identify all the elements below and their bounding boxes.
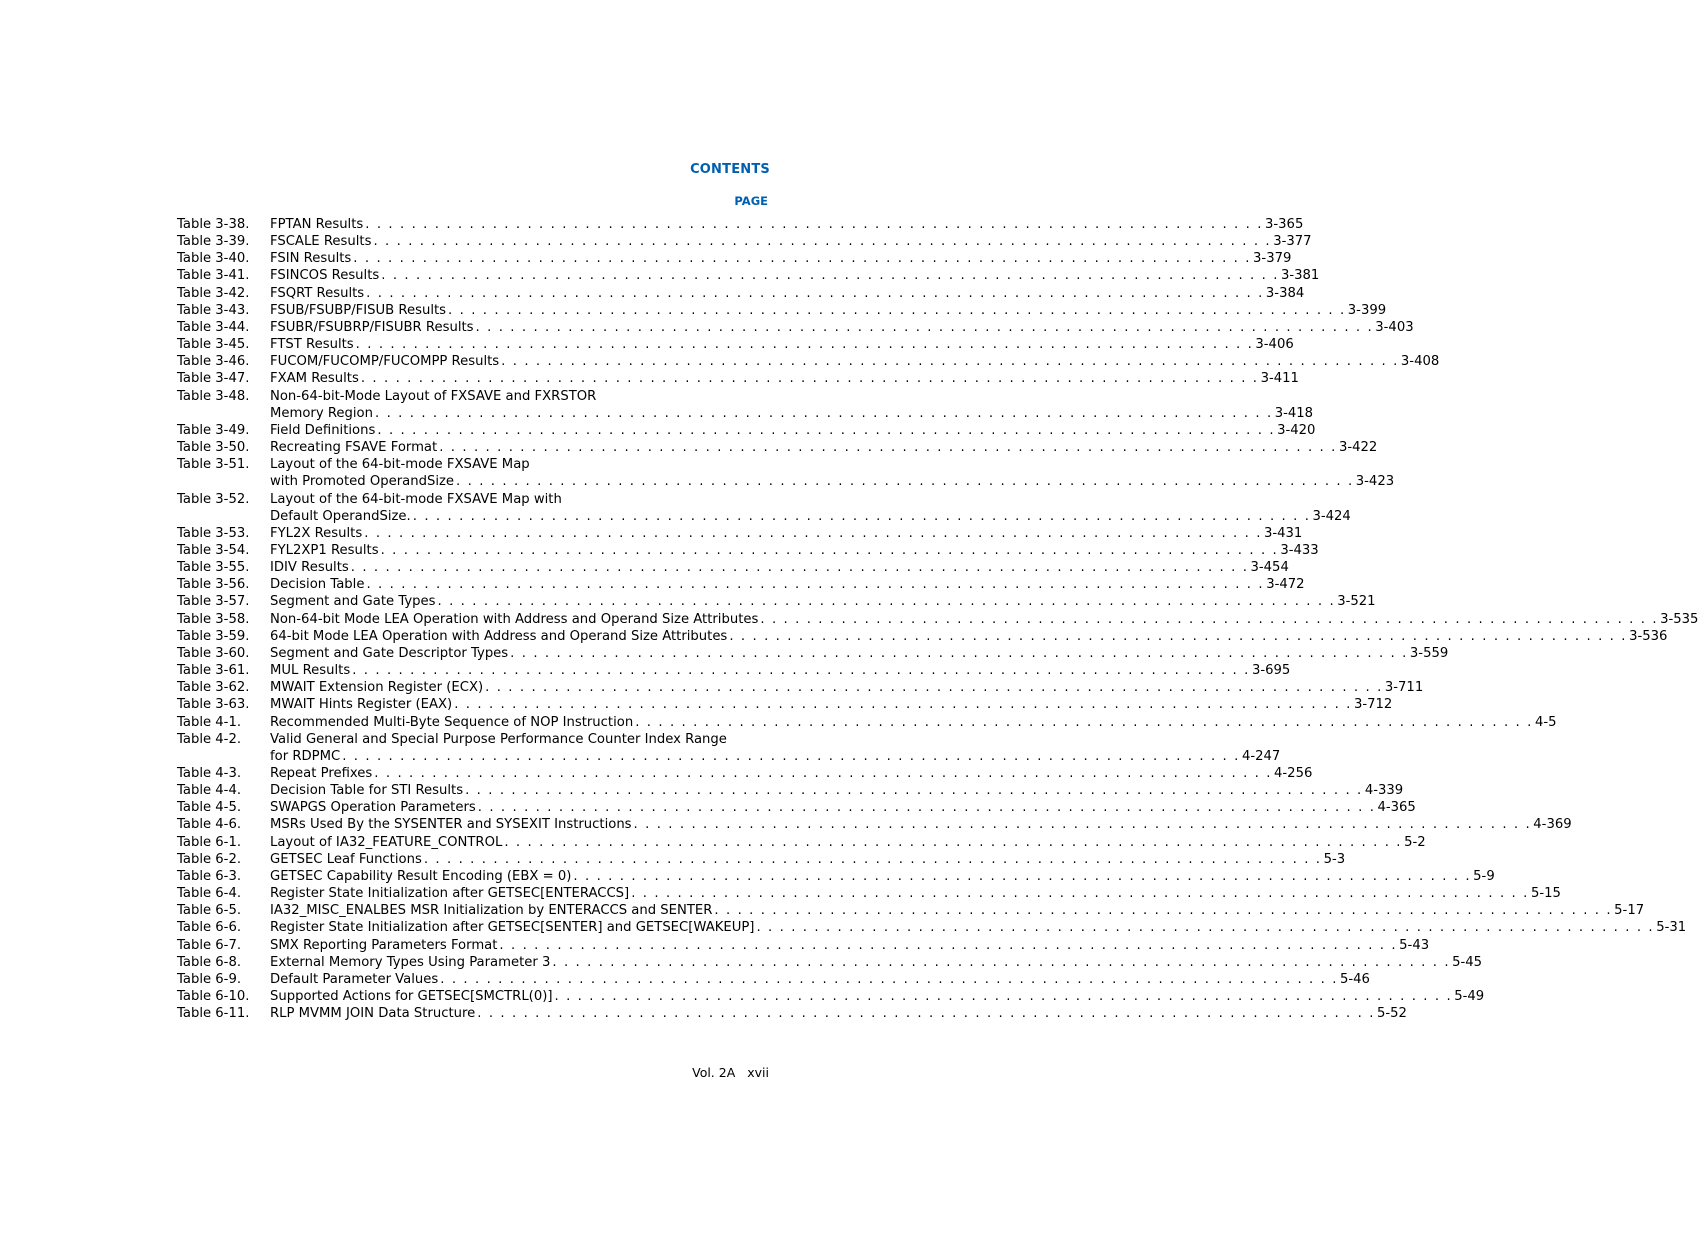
toc-entry[interactable] bbox=[177, 439, 1378, 456]
dot-leader: . . . . . . . . . . . . . . . . . . . . . . . . . . . . . . . . . . . . . . . . . . . . . . . . . . . . . . . . . . . . . . . . . . . . . . . . . . . . . . bbox=[504, 834, 1403, 850]
toc-entry-title: GETSEC Leaf Functions bbox=[270, 851, 422, 867]
dot-leader: . . . . . . . . . . . . . . . . . . . . . . . . . . . . . . . . . . . . . . . . . . . . . . . . . . . . . . . . . . . . . . . . . . . . . . . . . . . . . . bbox=[499, 937, 1398, 953]
toc-entry-title-line: Valid General and Special Purpose Performance Counter Index Range bbox=[270, 731, 727, 747]
toc-entry-page: 3-559 bbox=[1409, 645, 1449, 661]
toc-entry-row bbox=[270, 954, 1483, 971]
toc-entry-row bbox=[270, 662, 1291, 679]
dot-leader: . . . . . . . . . . . . . . . . . . . . . . . . . . . . . . . . . . . . . . . . . . . . . . . . . . . . . . . . . . . . . . . . . . . . . . . . . . . . . . bbox=[412, 508, 1311, 524]
toc-entry-row bbox=[270, 679, 1424, 696]
toc-entry-row bbox=[270, 302, 1387, 319]
toc-entry-number: Table 6-2. bbox=[177, 851, 242, 867]
toc-entry-row bbox=[270, 593, 1376, 610]
toc-entry-title: 64-bit Mode LEA Operation with Address and Operand Size Attributes bbox=[270, 628, 728, 644]
toc-entry-row bbox=[270, 336, 1294, 353]
toc-entry[interactable] bbox=[177, 679, 1424, 696]
toc-entry-page: 5-3 bbox=[1323, 851, 1346, 867]
toc-entry[interactable] bbox=[177, 388, 1314, 422]
toc-entry-title: RLP MVMM JOIN Data Structure bbox=[270, 1006, 476, 1022]
toc-entry-row bbox=[270, 868, 1495, 885]
dot-leader: . . . . . . . . . . . . . . . . . . . . . . . . . . . . . . . . . . . . . . . . . . . . . . . . . . . . . . . . . . . . . . . . . . . . . . . . . . . . . . bbox=[631, 886, 1529, 902]
toc-entry-number: Table 6-6. bbox=[177, 920, 242, 936]
page-footer bbox=[692, 1065, 769, 1080]
toc-entry[interactable] bbox=[177, 782, 1404, 799]
dot-leader: . . . . . . . . . . . . . . . . . . . . . . . . . . . . . . . . . . . . . . . . . . . . . . . . . . . . . . . . . . . . . . . . . . . . . . . . . . . . . . bbox=[380, 542, 1279, 558]
toc-entry-title: External Memory Types Using Parameter 3 bbox=[270, 954, 551, 970]
toc-entry-title: Default Parameter Values bbox=[270, 971, 439, 987]
toc-entry-page: 3-454 bbox=[1250, 560, 1289, 576]
toc-entry-title: MUL Results bbox=[270, 663, 351, 679]
toc-entry-title: MSRs Used By the SYSENTER and SYSEXIT Instructions bbox=[270, 817, 632, 833]
toc-entry-row bbox=[270, 919, 1687, 936]
toc-entry[interactable] bbox=[177, 1005, 1407, 1022]
toc-entry-title: FSUBR/FSUBRP/FISUBR Results bbox=[270, 319, 474, 335]
toc-entry-page: 3-411 bbox=[1260, 371, 1299, 387]
toc-entry-page: 3-423 bbox=[1355, 474, 1395, 490]
toc-entry-page: 3-365 bbox=[1265, 217, 1304, 232]
dot-leader: . . . . . . . . . . . . . . . . . . . . . . . . . . . . . . . . . . . . . . . . . . . . . . . . . . . . . . . . . . . . . . . . . . . . . . . . . . . . . . bbox=[477, 800, 1376, 816]
toc-entry-title: FSIN Results bbox=[270, 251, 352, 267]
dot-leader: . . . . . . . . . . . . . . . . . . . . . . . . . . . . . . . . . . . . . . . . . . . . . . . . . . . . . . . . . . . . . . . . . . . . . . . . . . . . . . bbox=[353, 251, 1252, 267]
dot-leader: . . . . . . . . . . . . . . . . . . . . . . . . . . . . . . . . . . . . . . . . . . . . . . . . . . . . . . . . . . . . . . . . . . . . . . . . . . . . . . bbox=[366, 285, 1264, 301]
dot-leader: . . . . . . . . . . . . . . . . . . . . . . . . . . . . . . . . . . . . . . . . . . . . . . . . . . . . . . . . . . . . . . . . . . . . . . . . . . . . . . bbox=[760, 611, 1659, 627]
toc-entry-title: FTST Results bbox=[270, 337, 354, 353]
toc-entry-number: Table 3-43. bbox=[177, 302, 250, 318]
toc-entry[interactable] bbox=[177, 714, 1557, 731]
toc-entry-row bbox=[270, 902, 1645, 919]
toc-entry-number: Table 3-54. bbox=[177, 542, 250, 558]
toc-entry-row bbox=[270, 988, 1485, 1005]
toc-entry-title: FUCOM/FUCOMP/FUCOMPP Results bbox=[270, 354, 500, 370]
toc-entry[interactable] bbox=[177, 216, 1304, 233]
toc-entry-page: 5-9 bbox=[1473, 868, 1495, 884]
dot-leader: . . . . . . . . . . . . . . . . . . . . . . . . . . . . . . . . . . . . . . . . . . . . . . . . . . . . . . . . . . . . . . . . . . . . . . . . . . . . . . bbox=[374, 405, 1273, 421]
toc-entry-page: 4-247 bbox=[1241, 748, 1281, 764]
toc-entry-page: 5-2 bbox=[1404, 834, 1426, 850]
toc-entry[interactable] bbox=[177, 456, 1395, 490]
toc-entry-title: FSUB/FSUBP/FISUB Results bbox=[270, 302, 447, 318]
dot-leader: . . . . . . . . . . . . . . . . . . . . . . . . . . . . . . . . . . . . . . . . . . . . . . . . . . . . . . . . . . . . . . . . . . . . . . . . . . . . . . bbox=[501, 354, 1399, 370]
toc-entry-page: 5-49 bbox=[1454, 989, 1485, 1005]
dot-leader: . . . . . . . . . . . . . . . . . . . . . . . . . . . . . . . . . . . . . . . . . . . . . . . . . . . . . . . . . . . . . . . . . . . . . . . . . . . . . . bbox=[360, 371, 1259, 387]
toc-entry[interactable] bbox=[177, 971, 1370, 988]
toc-entry-title: IDIV Results bbox=[270, 560, 349, 576]
toc-entry-title: for RDPMC bbox=[270, 748, 341, 764]
toc-entry-title: Decision Table for STI Results bbox=[270, 783, 464, 799]
toc-entry-page: 3-406 bbox=[1255, 337, 1294, 353]
toc-entry[interactable] bbox=[177, 902, 1645, 919]
toc-entry-title: FSQRT Results bbox=[270, 285, 365, 301]
page-column-label: PAGE bbox=[734, 194, 768, 208]
toc-entry[interactable] bbox=[177, 851, 1346, 868]
toc-entry-page: 3-399 bbox=[1347, 302, 1387, 318]
toc-entry-page: 3-536 bbox=[1629, 628, 1668, 644]
toc-entry-number: Table 6-1. bbox=[177, 834, 242, 850]
toc-entry-number: Table 3-57. bbox=[177, 594, 250, 610]
dot-leader: . . . . . . . . . . . . . . . . . . . . . . . . . . . . . . . . . . . . . . . . . . . . . . . . . . . . . . . . . . . . . . . . . . . . . . . . . . . . . . bbox=[373, 234, 1272, 250]
toc-entry-page: 3-424 bbox=[1312, 508, 1351, 524]
dot-leader: . . . . . . . . . . . . . . . . . . . . . . . . . . . . . . . . . . . . . . . . . . . . . . . . . . . . . . . . . . . . . . . . . . . . . . . . . . . . . . bbox=[465, 783, 1363, 799]
dot-leader: . . . . . . . . . . . . . . . . . . . . . . . . . . . . . . . . . . . . . . . . . . . . . . . . . . . . . . . . . . . . . . . . . . . . . . . . . . . . . . bbox=[423, 851, 1322, 867]
toc-entry-number: Table 6-11. bbox=[177, 1006, 250, 1022]
toc-entry-title: FYL2XP1 Results bbox=[270, 542, 379, 558]
toc-entry-page: 3-712 bbox=[1353, 697, 1393, 713]
toc-entry-number: Table 3-51. bbox=[177, 457, 250, 473]
toc-entry-title: Non-64-bit Mode LEA Operation with Address and Operand Size Attributes bbox=[270, 611, 759, 627]
toc-entry-page: 4-5 bbox=[1534, 714, 1557, 730]
toc-entry[interactable] bbox=[177, 868, 1495, 885]
toc-entry-page: 3-408 bbox=[1400, 354, 1440, 370]
dot-leader: . . . . . . . . . . . . . . . . . . . . . . . . . . . . . . . . . . . . . . . . . . . . . . . . . . . . . . . . . . . . . . . . . . . . . . . . . . . . . . bbox=[510, 645, 1408, 661]
toc-entry-number: Table 3-44. bbox=[177, 319, 250, 335]
toc-entry-page: 4-339 bbox=[1364, 783, 1404, 799]
toc-entry-title: IA32_MISC_ENALBES MSR Initialization by ENTERACCS and SENTER bbox=[270, 903, 713, 919]
toc-entry-row bbox=[270, 645, 1449, 662]
toc-entry-number: Table 6-8. bbox=[177, 954, 242, 970]
toc-entry-row bbox=[270, 473, 1395, 490]
dot-leader: . . . . . . . . . . . . . . . . . . . . . . . . . . . . . . . . . . . . . . . . . . . . . . . . . . . . . . . . . . . . . . . . . . . . . . . . . . . . . . bbox=[477, 1006, 1375, 1022]
toc-entry-title: SWAPGS Operation Parameters bbox=[270, 800, 476, 816]
toc-entry[interactable] bbox=[177, 816, 1572, 833]
toc-entry-title: MWAIT Hints Register (EAX) bbox=[270, 697, 453, 713]
toc-entry-page: 3-711 bbox=[1384, 680, 1424, 696]
toc-entry-row bbox=[270, 422, 1316, 439]
toc-entry-title: Segment and Gate Descriptor Types bbox=[270, 645, 509, 661]
toc-entry-number: Table 3-59. bbox=[177, 628, 250, 644]
toc-entry-title: Recreating FSAVE Format bbox=[270, 440, 438, 456]
toc-entry-title: Recommended Multi-Byte Sequence of NOP Instruction bbox=[270, 714, 634, 730]
toc-entry-number: Table 3-56. bbox=[177, 577, 250, 593]
dot-leader: . . . . . . . . . . . . . . . . . . . . . . . . . . . . . . . . . . . . . . . . . . . . . . . . . . . . . . . . . . . . . . . . . . . . . . . . . . . . . . bbox=[366, 577, 1265, 593]
toc-entry-title: MWAIT Extension Register (ECX) bbox=[270, 680, 484, 696]
toc-entry[interactable] bbox=[177, 267, 1320, 284]
toc-entry-row bbox=[270, 1005, 1407, 1022]
toc-entry[interactable] bbox=[177, 353, 1440, 370]
toc-entry-row bbox=[270, 405, 1314, 422]
toc-entry-page: 3-535 bbox=[1660, 611, 1698, 627]
toc-entry-row bbox=[270, 611, 1698, 628]
toc-entry-page: 5-15 bbox=[1530, 886, 1561, 902]
toc-entry-number: Table 3-40. bbox=[177, 251, 250, 267]
toc-entry[interactable] bbox=[177, 834, 1426, 851]
toc-entry-title: Segment and Gate Types bbox=[270, 594, 436, 610]
toc-entry-title: Repeat Prefixes bbox=[270, 766, 373, 781]
dot-leader: . . . . . . . . . . . . . . . . . . . . . . . . . . . . . . . . . . . . . . . . . . . . . . . . . . . . . . . . . . . . . . . . . . . . . . . . . . . . . . bbox=[439, 440, 1337, 456]
dot-leader: . . . . . . . . . . . . . . . . . . . . . . . . . . . . . . . . . . . . . . . . . . . . . . . . . . . . . . . . . . . . . . . . . . . . . . . . . . . . . . bbox=[377, 422, 1276, 438]
toc-entry-row bbox=[270, 782, 1404, 799]
toc-entry-row bbox=[270, 851, 1346, 868]
dot-leader: . . . . . . . . . . . . . . . . . . . . . . . . . . . . . . . . . . . . . . . . . . . . . . . . . . . . . . . . . . . . . . . . . . . . . . . . . . . . . . bbox=[756, 920, 1655, 936]
dot-leader: . . . . . . . . . . . . . . . . . . . . . . . . . . . . . . . . . . . . . . . . . . . . . . . . . . . . . . . . . . . . . . . . . . . . . . . . . . . . . . bbox=[350, 560, 1249, 576]
toc-entry-page: 3-431 bbox=[1263, 525, 1303, 541]
toc-entry-page: 3-403 bbox=[1375, 319, 1414, 335]
toc-entry-row bbox=[270, 816, 1572, 833]
toc-entry-row bbox=[270, 508, 1351, 525]
toc-entry-page: 3-418 bbox=[1274, 405, 1314, 421]
dot-leader: . . . . . . . . . . . . . . . . . . . . . . . . . . . . . . . . . . . . . . . . . . . . . . . . . . . . . . . . . . . . . . . . . . . . . . . . . . . . . . bbox=[374, 766, 1273, 781]
toc-entry-title: GETSEC Capability Result Encoding (EBX = 0) bbox=[270, 868, 572, 884]
toc-entry-number: Table 4-5. bbox=[177, 800, 242, 816]
toc-entry-row bbox=[270, 885, 1561, 902]
toc-entry-page: 3-377 bbox=[1273, 234, 1312, 250]
toc-entry-number: Table 3-46. bbox=[177, 354, 250, 370]
toc-entry-row bbox=[270, 937, 1430, 954]
toc-entry-row bbox=[270, 233, 1312, 250]
toc-entry-number: Table 6-10. bbox=[177, 989, 250, 1005]
toc-entry-title: FPTAN Results bbox=[270, 217, 364, 232]
toc-entry[interactable] bbox=[177, 336, 1294, 353]
toc-entry-number: Table 3-60. bbox=[177, 645, 250, 661]
toc-entry-number: Table 3-53. bbox=[177, 525, 250, 541]
toc-entry-title-line: Layout of the 64-bit-mode FXSAVE Map bbox=[270, 457, 530, 473]
volume-label: Vol. 2A bbox=[692, 1065, 736, 1080]
toc-entry[interactable] bbox=[177, 525, 1303, 542]
toc-entry-number: Table 6-7. bbox=[177, 937, 242, 953]
toc-entry-number: Table 3-39. bbox=[177, 234, 250, 250]
toc-entry[interactable] bbox=[177, 628, 1668, 645]
toc-entry-title: with Promoted OperandSize bbox=[270, 474, 455, 490]
dot-leader: . . . . . . . . . . . . . . . . . . . . . . . . . . . . . . . . . . . . . . . . . . . . . . . . . . . . . . . . . . . . . . . . . . . . . . . . . . . . . . bbox=[635, 714, 1533, 730]
toc-entry-title: Layout of IA32_FEATURE_CONTROL bbox=[270, 834, 503, 850]
toc-entry[interactable] bbox=[177, 954, 1483, 971]
toc-entry-row bbox=[270, 216, 1304, 233]
toc-entry[interactable] bbox=[177, 937, 1430, 954]
dot-leader: . . . . . . . . . . . . . . . . . . . . . . . . . . . . . . . . . . . . . . . . . . . . . . . . . . . . . . . . . . . . . . . . . . . . . . . . . . . . . . bbox=[554, 989, 1453, 1005]
toc-entry[interactable] bbox=[177, 645, 1449, 662]
dot-leader: . . . . . . . . . . . . . . . . . . . . . . . . . . . . . . . . . . . . . . . . . . . . . . . . . . . . . . . . . . . . . . . . . . . . . . . . . . . . . . bbox=[364, 525, 1262, 541]
toc-entry[interactable] bbox=[177, 919, 1687, 936]
toc-entry[interactable] bbox=[177, 285, 1305, 302]
dot-leader: . . . . . . . . . . . . . . . . . . . . . . . . . . . . . . . . . . . . . . . . . . . . . . . . . . . . . . . . . . . . . . . . . . . . . . . . . . . . . . bbox=[714, 903, 1613, 919]
toc-entry-title: Decision Table bbox=[270, 577, 365, 593]
toc-entry-title: Field Definitions bbox=[270, 422, 376, 438]
toc-entry-page: 3-472 bbox=[1266, 577, 1305, 593]
toc-entry-title: Memory Region bbox=[270, 405, 373, 421]
contents-header: CONTENTS bbox=[690, 162, 770, 177]
toc-entry-number: Table 3-41. bbox=[177, 268, 250, 284]
toc-entry-title: Supported Actions for GETSEC[SMCTRL(0)] bbox=[270, 989, 553, 1005]
toc-entry[interactable] bbox=[177, 662, 1291, 679]
dot-leader: . . . . . . . . . . . . . . . . . . . . . . . . . . . . . . . . . . . . . . . . . . . . . . . . . . . . . . . . . . . . . . . . . . . . . . . . . . . . . . bbox=[456, 474, 1354, 490]
table-of-contents-list bbox=[177, 216, 1698, 1022]
toc-entry-page: 5-17 bbox=[1614, 903, 1645, 919]
toc-entry[interactable] bbox=[177, 250, 1292, 267]
toc-entry-number: Table 3-38. bbox=[177, 217, 250, 232]
toc-entry-row bbox=[270, 714, 1557, 731]
dot-leader: . . . . . . . . . . . . . . . . . . . . . . . . . . . . . . . . . . . . . . . . . . . . . . . . . . . . . . . . . . . . . . . . . . . . . . . . . . . . . . bbox=[440, 971, 1339, 987]
dot-leader: . . . . . . . . . . . . . . . . . . . . . . . . . . . . . . . . . . . . . . . . . . . . . . . . . . . . . . . . . . . . . . . . . . . . . . . . . . . . . . bbox=[475, 319, 1374, 335]
toc-entry-page: 5-31 bbox=[1656, 920, 1687, 936]
toc-entry-title: FXAM Results bbox=[270, 371, 359, 387]
toc-entry-row bbox=[270, 319, 1414, 336]
toc-entry-row bbox=[270, 353, 1440, 370]
toc-entry-page: 3-695 bbox=[1251, 663, 1291, 679]
toc-entry-number: Table 6-4. bbox=[177, 886, 242, 902]
toc-entry-number: Table 3-49. bbox=[177, 422, 250, 438]
toc-entry[interactable] bbox=[177, 885, 1561, 902]
toc-entry-page: 5-45 bbox=[1452, 954, 1483, 970]
toc-entry-number: Table 4-3. bbox=[177, 766, 242, 781]
toc-entry-page: 5-43 bbox=[1399, 937, 1430, 953]
toc-entry-title: SMX Reporting Parameters Format bbox=[270, 937, 498, 953]
toc-entry-number: Table 3-48. bbox=[177, 388, 250, 404]
toc-entry-number: Table 6-5. bbox=[177, 903, 242, 919]
dot-leader: . . . . . . . . . . . . . . . . . . . . . . . . . . . . . . . . . . . . . . . . . . . . . . . . . . . . . . . . . . . . . . . . . . . . . . . . . . . . . . bbox=[365, 217, 1264, 232]
toc-entry[interactable] bbox=[177, 765, 1313, 782]
toc-entry-row bbox=[270, 267, 1320, 284]
toc-entry[interactable] bbox=[177, 422, 1316, 439]
toc-entry-number: Table 3-55. bbox=[177, 560, 250, 576]
toc-entry-number: Table 3-47. bbox=[177, 371, 250, 387]
toc-entry-title: Register State Initialization after GETSEC[ENTERACCS] bbox=[270, 886, 630, 902]
toc-entry-number: Table 3-61. bbox=[177, 663, 250, 679]
toc-entry[interactable] bbox=[177, 559, 1289, 576]
dot-leader: . . . . . . . . . . . . . . . . . . . . . . . . . . . . . . . . . . . . . . . . . . . . . . . . . . . . . . . . . . . . . . . . . . . . . . . . . . . . . . bbox=[448, 302, 1346, 318]
toc-entry-title: Register State Initialization after GETSEC[SENTER] and GETSEC[WAKEUP] bbox=[270, 920, 755, 936]
toc-entry-row bbox=[270, 250, 1292, 267]
toc-entry-title-line: Layout of the 64-bit-mode FXSAVE Map with bbox=[270, 491, 562, 507]
dot-leader: . . . . . . . . . . . . . . . . . . . . . . . . . . . . . . . . . . . . . . . . . . . . . . . . . . . . . . . . . . . . . . . . . . . . . . . . . . . . . . bbox=[729, 628, 1628, 644]
toc-entry-row bbox=[270, 628, 1668, 645]
toc-entry[interactable] bbox=[177, 731, 1281, 765]
toc-entry[interactable] bbox=[177, 696, 1393, 713]
toc-entry-number: Table 4-2. bbox=[177, 731, 242, 747]
toc-entry[interactable] bbox=[177, 542, 1319, 559]
dot-leader: . . . . . . . . . . . . . . . . . . . . . . . . . . . . . . . . . . . . . . . . . . . . . . . . . . . . . . . . . . . . . . . . . . . . . . . . . . . . . . bbox=[381, 268, 1279, 284]
toc-entry-title: FSINCOS Results bbox=[270, 268, 380, 284]
toc-entry-row bbox=[270, 765, 1313, 782]
toc-entry-title-line: Non-64-bit-Mode Layout of FXSAVE and FXRSTOR bbox=[270, 388, 597, 404]
toc-entry-row bbox=[270, 748, 1281, 765]
toc-entry-page: 3-379 bbox=[1253, 251, 1292, 267]
toc-entry-row bbox=[270, 525, 1303, 542]
page-number: xvii bbox=[747, 1065, 769, 1080]
toc-entry-row bbox=[270, 370, 1299, 387]
toc-entry[interactable] bbox=[177, 593, 1376, 610]
toc-entry-title: FSCALE Results bbox=[270, 234, 372, 250]
toc-entry[interactable] bbox=[177, 491, 1351, 525]
toc-entry-page: 5-52 bbox=[1377, 1006, 1407, 1022]
toc-entry-row bbox=[270, 834, 1426, 851]
toc-entry-number: Table 3-42. bbox=[177, 285, 250, 301]
toc-entry-row bbox=[270, 559, 1289, 576]
toc-entry-number: Table 3-63. bbox=[177, 697, 250, 713]
toc-entry[interactable] bbox=[177, 302, 1387, 319]
toc-entry-page: 3-384 bbox=[1265, 285, 1305, 301]
toc-entry-page: 3-381 bbox=[1281, 268, 1320, 284]
toc-entry-row bbox=[270, 542, 1319, 559]
dot-leader: . . . . . . . . . . . . . . . . . . . . . . . . . . . . . . . . . . . . . . . . . . . . . . . . . . . . . . . . . . . . . . . . . . . . . . . . . . . . . . bbox=[552, 954, 1451, 970]
toc-entry-row bbox=[270, 799, 1416, 816]
dot-leader: . . . . . . . . . . . . . . . . . . . . . . . . . . . . . . . . . . . . . . . . . . . . . . . . . . . . . . . . . . . . . . . . . . . . . . . . . . . . . . bbox=[454, 697, 1352, 713]
toc-entry-page: 3-422 bbox=[1338, 440, 1378, 456]
dot-leader: . . . . . . . . . . . . . . . . . . . . . . . . . . . . . . . . . . . . . . . . . . . . . . . . . . . . . . . . . . . . . . . . . . . . . . . . . . . . . . bbox=[437, 594, 1336, 610]
dot-leader: . . . . . . . . . . . . . . . . . . . . . . . . . . . . . . . . . . . . . . . . . . . . . . . . . . . . . . . . . . . . . . . . . . . . . . . . . . . . . . bbox=[633, 817, 1532, 833]
toc-entry-title: FYL2X Results bbox=[270, 525, 363, 541]
toc-entry-number: Table 3-58. bbox=[177, 611, 250, 627]
toc-entry-number: Table 3-45. bbox=[177, 337, 250, 353]
toc-entry[interactable] bbox=[177, 576, 1305, 593]
toc-entry-page: 5-46 bbox=[1340, 971, 1370, 987]
toc-entry-number: Table 3-52. bbox=[177, 491, 250, 507]
toc-entry-row bbox=[270, 696, 1393, 713]
dot-leader: . . . . . . . . . . . . . . . . . . . . . . . . . . . . . . . . . . . . . . . . . . . . . . . . . . . . . . . . . . . . . . . . . . . . . . . . . . . . . . bbox=[352, 663, 1250, 679]
toc-entry-row bbox=[270, 439, 1378, 456]
toc-entry-page: 4-256 bbox=[1274, 766, 1313, 781]
dot-leader: . . . . . . . . . . . . . . . . . . . . . . . . . . . . . . . . . . . . . . . . . . . . . . . . . . . . . . . . . . . . . . . . . . . . . . . . . . . . . . bbox=[342, 748, 1240, 764]
toc-entry-page: 3-433 bbox=[1280, 542, 1319, 558]
toc-entry[interactable] bbox=[177, 799, 1416, 816]
toc-entry[interactable] bbox=[177, 319, 1414, 336]
toc-entry-row bbox=[270, 285, 1305, 302]
toc-entry-number: Table 6-9. bbox=[177, 971, 242, 987]
toc-entry-number: Table 6-3. bbox=[177, 868, 242, 884]
toc-entry-page: 4-365 bbox=[1377, 800, 1416, 816]
toc-entry-page: 3-420 bbox=[1277, 422, 1316, 438]
toc-entry[interactable] bbox=[177, 611, 1698, 628]
dot-leader: . . . . . . . . . . . . . . . . . . . . . . . . . . . . . . . . . . . . . . . . . . . . . . . . . . . . . . . . . . . . . . . . . . . . . . . . . . . . . . bbox=[355, 337, 1254, 353]
toc-entry-title: Default OperandSize. bbox=[270, 508, 411, 524]
toc-entry-number: Table 3-62. bbox=[177, 680, 250, 696]
toc-entry[interactable] bbox=[177, 370, 1299, 387]
toc-entry-number: Table 4-6. bbox=[177, 817, 242, 833]
toc-entry[interactable] bbox=[177, 233, 1312, 250]
toc-entry-row bbox=[270, 576, 1305, 593]
dot-leader: . . . . . . . . . . . . . . . . . . . . . . . . . . . . . . . . . . . . . . . . . . . . . . . . . . . . . . . . . . . . . . . . . . . . . . . . . . . . . . bbox=[573, 868, 1472, 884]
toc-entry-number: Table 4-4. bbox=[177, 783, 242, 799]
toc-entry[interactable] bbox=[177, 988, 1485, 1005]
toc-entry-page: 3-521 bbox=[1337, 594, 1376, 610]
toc-entry-page: 4-369 bbox=[1533, 817, 1572, 833]
toc-entry-number: Table 3-50. bbox=[177, 440, 250, 456]
toc-entry-number: Table 4-1. bbox=[177, 714, 242, 730]
dot-leader: . . . . . . . . . . . . . . . . . . . . . . . . . . . . . . . . . . . . . . . . . . . . . . . . . . . . . . . . . . . . . . . . . . . . . . . . . . . . . . bbox=[485, 680, 1383, 696]
toc-entry-row bbox=[270, 971, 1370, 988]
